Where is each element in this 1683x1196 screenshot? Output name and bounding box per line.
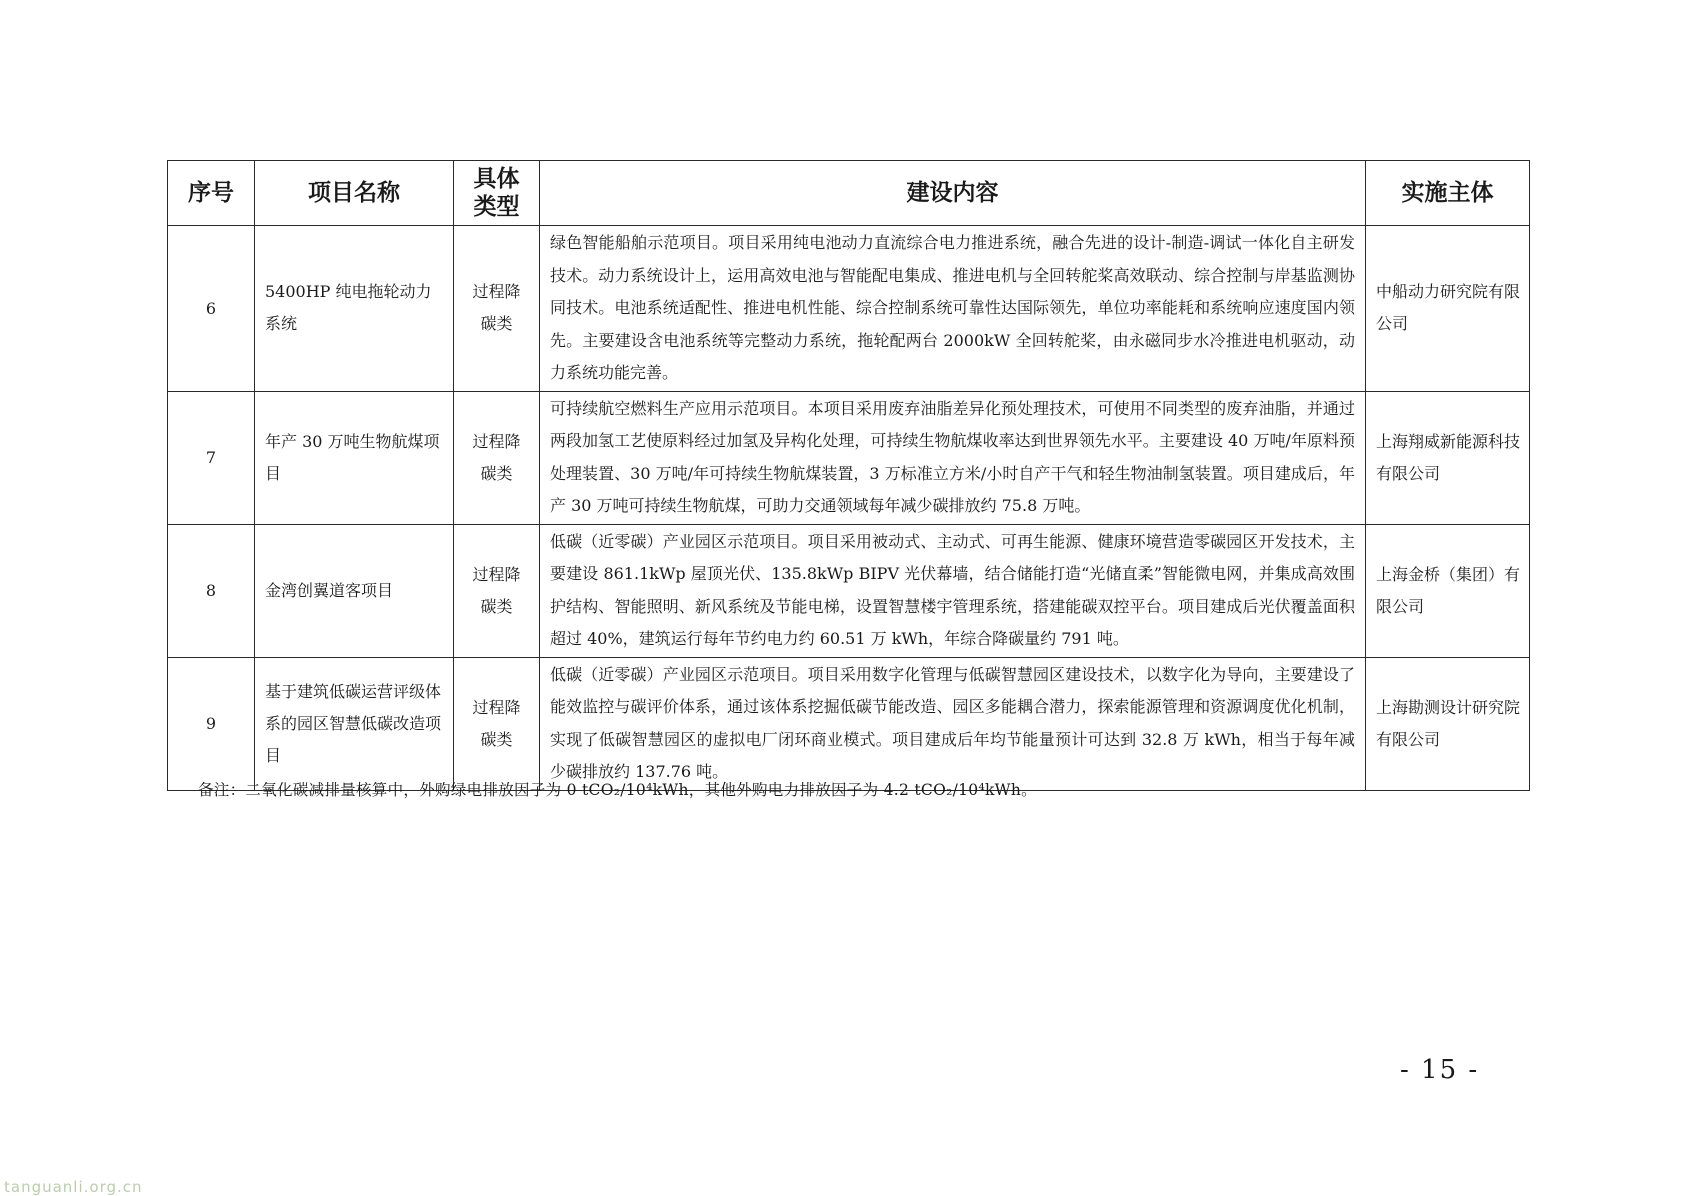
header-org: 实施主体 [1366,161,1530,226]
cell-org: 上海金桥（集团）有限公司 [1366,524,1530,657]
project-table [167,160,1530,791]
header-type [454,161,540,226]
cell-content: 可持续航空燃料生产应用示范项目。本项目采用废弃油脂差异化预处理技术，可使用不同类型的废弃油脂，并通过两段加氢工艺使原料经过加氢及异构化处理，可持续生物航煤收率达到世界领先水平。主要建设 40 万吨/年原料预处理装置、30 万吨/年可持续生物航煤装置，3 万标准立方米/小时自产干气和轻生物油制氢装置。项目建成后，年产 30 万吨可持续生物航煤，可助力交通领域每年减少碳排放约 75.8 万吨。 [540,391,1366,524]
cell-type: 过程降碳类 [454,226,540,392]
table-row [168,657,1530,790]
cell-no: 7 [168,391,255,524]
cell-content: 低碳（近零碳）产业园区示范项目。项目采用数字化管理与低碳智慧园区建设技术，以数字化为导向，主要建设了能效监控与碳评价体系，通过该体系挖掘低碳节能改造、园区多能耦合潜力，探索能源管理和资源调度优化机制，实现了低碳智慧园区的虚拟电厂闭环商业模式。项目建成后年均节能量预计可达到 32.8 万 kWh，相当于每年减少碳排放约 137.76 吨。 [540,657,1366,790]
site-watermark: tanguanli.org.cn [4,1178,143,1196]
table-row [168,226,1530,392]
table-row [168,524,1530,657]
page-number: - 15 - [1400,1055,1480,1085]
table-row [168,391,1530,524]
cell-name: 5400HP 纯电拖轮动力系统 [255,226,454,392]
cell-org: 中船动力研究院有限公司 [1366,226,1530,392]
cell-content: 绿色智能船舶示范项目。项目采用纯电池动力直流综合电力推进系统，融合先进的设计-制造-调试一体化自主研发技术。动力系统设计上，运用高效电池与智能配电集成、推进电机与全回转舵桨高效联动、综合控制与岸基监测协同技术。电池系统适配性、推进电机性能、综合控制系统可靠性达国际领先，单位功率能耗和系统响应速度国内领先。主要建设含电池系统等完整动力系统，拖轮配两台 2000kW 全回转舵桨，由永磁同步水冷推进电机驱动，动力系统功能完善。 [540,226,1366,392]
header-content: 建设内容 [540,161,1366,226]
cell-name: 年产 30 万吨生物航煤项目 [255,391,454,524]
cell-name: 基于建筑低碳运营评级体系的园区智慧低碳改造项目 [255,657,454,790]
cell-org: 上海翔威新能源科技有限公司 [1366,391,1530,524]
header-type-text: 具体类型 [473,166,520,220]
table-footnote: 备注：二氧化碳减排量核算中，外购绿电排放因子为 0 tCO₂/10⁴kWh，其他外购电力排放因子为 4.2 tCO₂/10⁴kWh。 [198,781,1037,799]
header-no: 序号 [168,161,255,226]
cell-org: 上海勘测设计研究院有限公司 [1366,657,1530,790]
cell-type: 过程降碳类 [454,657,540,790]
cell-type: 过程降碳类 [454,391,540,524]
cell-name: 金湾创翼道客项目 [255,524,454,657]
cell-no: 8 [168,524,255,657]
cell-no: 6 [168,226,255,392]
cell-type: 过程降碳类 [454,524,540,657]
cell-no: 9 [168,657,255,790]
cell-content: 低碳（近零碳）产业园区示范项目。项目采用被动式、主动式、可再生能源、健康环境营造零碳园区开发技术，主要建设 861.1kWp 屋顶光伏、135.8kWp BIPV 光伏幕墙，结合储能打造“光储直柔”智能微电网，并集成高效围护结构、智能照明、新风系统及节能电梯，设置智慧楼宇管理系统，搭建能碳双控平台。项目建成后光伏覆盖面积超过 40%，建筑运行每年节约电力约 60.51 万 kWh，年综合降碳量约 791 吨。 [540,524,1366,657]
header-name: 项目名称 [255,161,454,226]
table-header-row [168,161,1530,226]
